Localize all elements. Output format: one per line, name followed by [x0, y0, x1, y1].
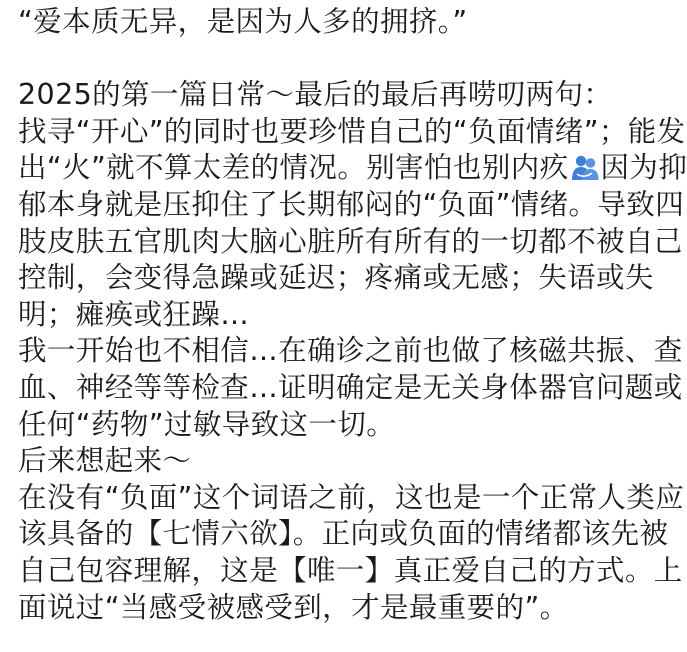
- text-line: 找寻“开心”的同时也要珍惜自己的“负面情绪”；能发: [18, 114, 686, 148]
- text-line: 我一开始也不相信…在确诊之前也做了核磁共振、查: [18, 334, 683, 368]
- text-line: 自己包容理解，这是【唯一】真正爱自己的方式。上: [18, 553, 683, 587]
- text-line: 2025的第一篇日常～最后的最后再唠叨两句：: [18, 78, 613, 112]
- text-line: 郁本身就是压抑住了长期郁闷的“负面”情绪。导致四: [18, 187, 685, 221]
- text-line: 在没有“负面”这个词语之前，这也是一个正常人类应: [18, 480, 685, 514]
- blank-line: [18, 41, 630, 78]
- post-body: [18, 4, 687, 626]
- text-line: 面说过“当感受被感受到，才是最重要的”。: [18, 590, 569, 624]
- text-line-with-emoji: [18, 150, 687, 187]
- text-line: 该具备的【七情六欲】。正向或负面的情绪都该先被: [18, 517, 669, 551]
- quote-line: “爱本质无异，是因为人多的拥挤。”: [18, 5, 468, 38]
- text-line: 任何“药物”过敏导致这一切。: [18, 407, 396, 441]
- text-line: 明；瘫痪或狂躁…: [18, 297, 250, 331]
- hugging-people-emoji-icon: [570, 153, 600, 181]
- text-line: 控制，会变得急躁或延迟；疼痛或无感；失语或失: [18, 261, 654, 295]
- text-line: 血、神经等等检查…证明确定是无关身体器官问题或: [18, 370, 683, 404]
- text-segment: 出“火”就不算太差的情况。别害怕也别内疚: [18, 151, 569, 185]
- text-line: 肢皮肤五官肌肉大脑心脏所有所有的一切都不被自己: [18, 224, 683, 258]
- text-line: 后来想起来～: [18, 444, 192, 478]
- text-segment: 因为抑: [600, 151, 687, 185]
